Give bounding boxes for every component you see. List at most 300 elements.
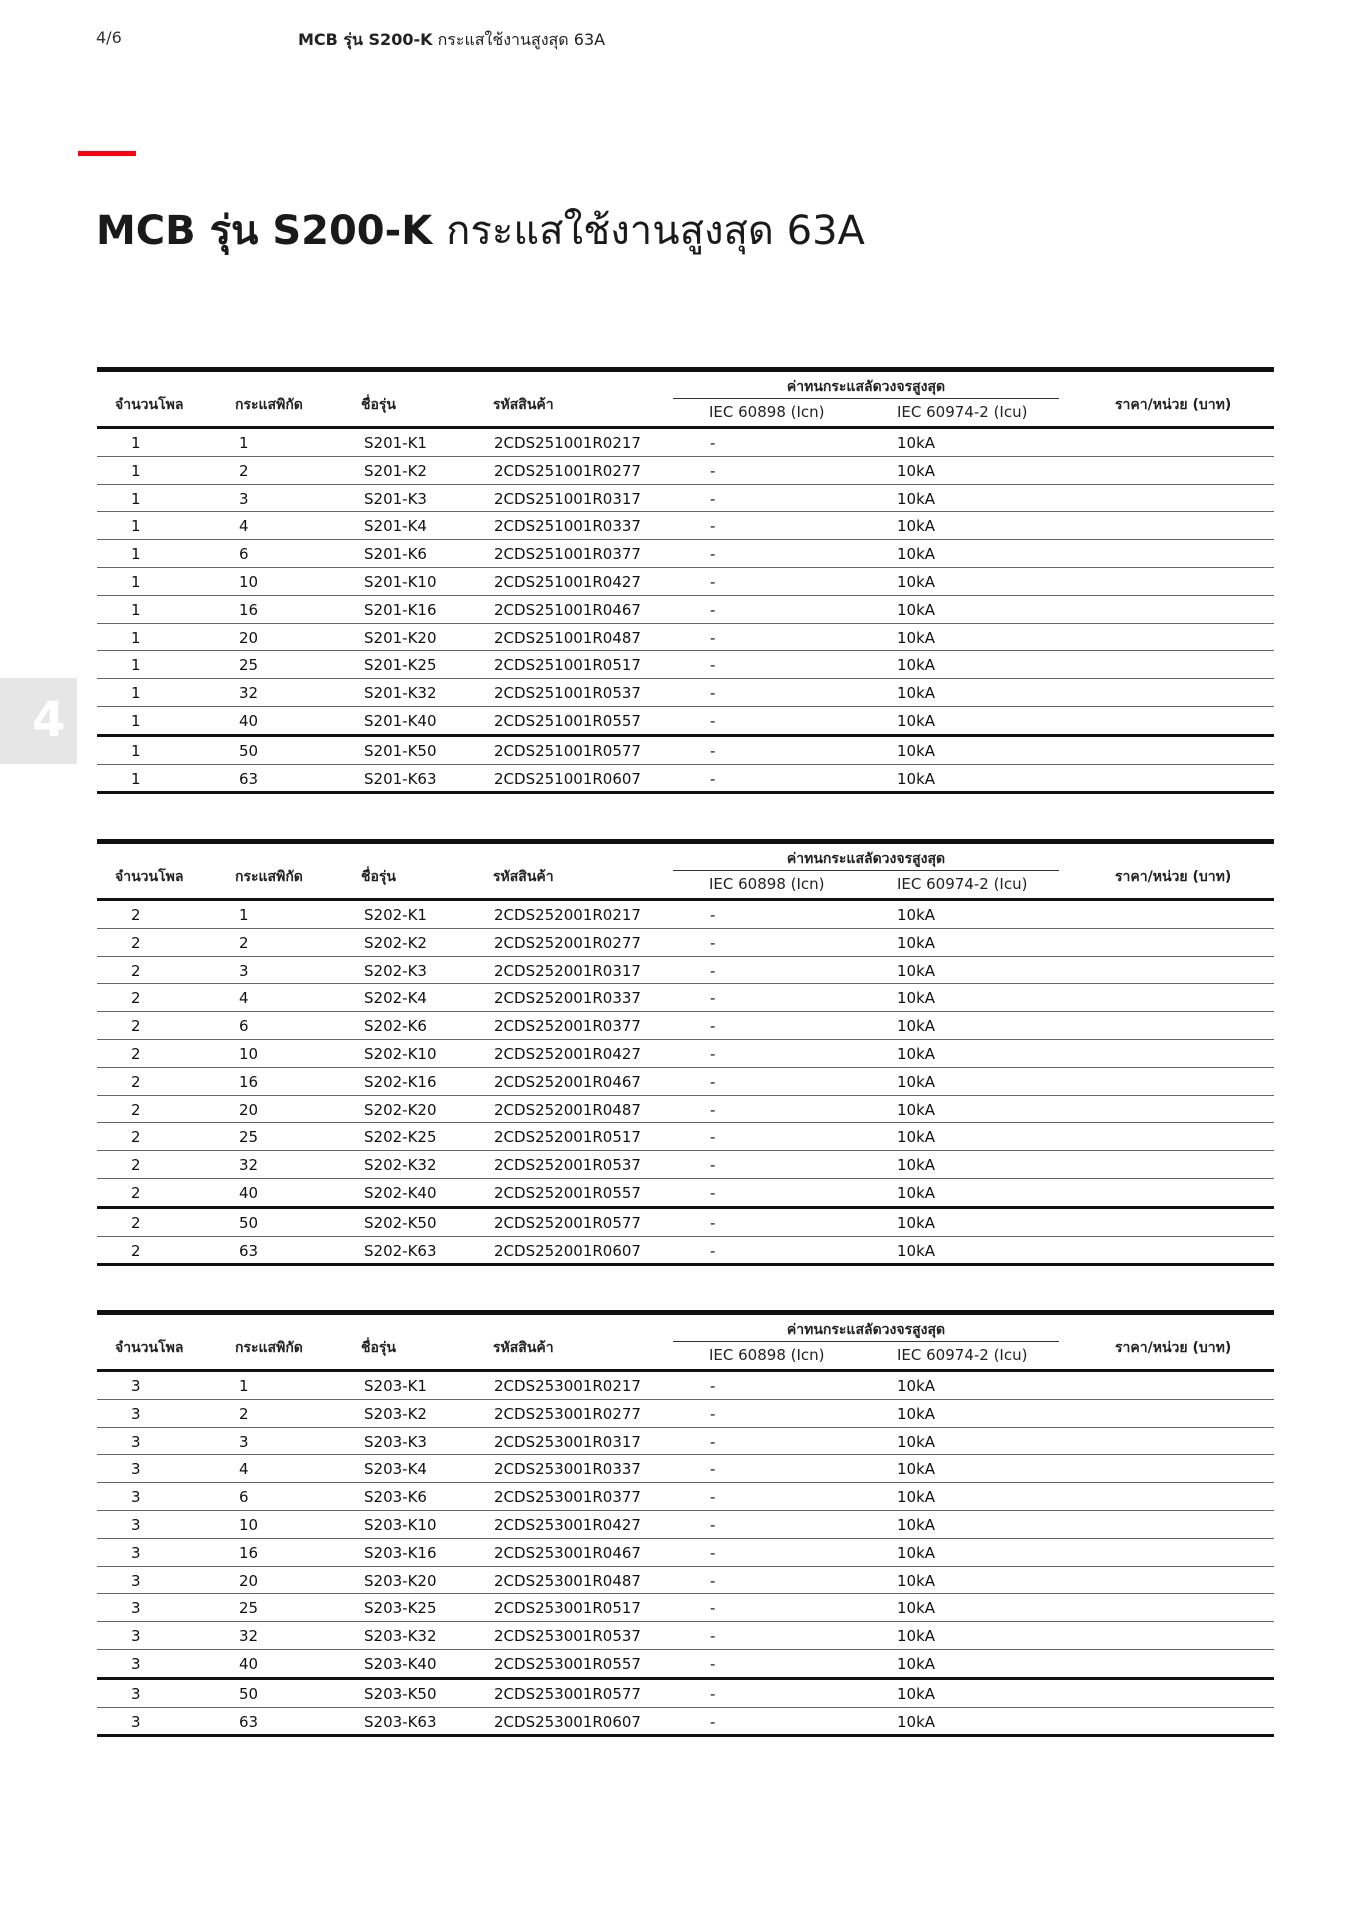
cell-poles: 3 [131, 1712, 141, 1731]
cell-model: S203-K2 [364, 1404, 427, 1423]
col-header-price: ราคา/หน่วย (บาท) [1115, 1340, 1232, 1356]
col-header-breaking-group: ค่าทนกระแสลัดวงจรสูงสุด [786, 1322, 946, 1338]
cell-model: S202-K6 [364, 1017, 427, 1036]
cell-poles: 1 [131, 684, 141, 703]
cell-icn: - [710, 1128, 716, 1147]
table-row [97, 984, 1274, 1012]
col-header-price: ราคา/หน่วย (บาท) [1115, 397, 1232, 413]
cell-rating: 1 [239, 1377, 249, 1395]
cell-rating: 40 [239, 1654, 259, 1673]
cell-code: 2CDS251001R0537 [494, 684, 641, 703]
cell-rating: 6 [239, 1017, 249, 1036]
cell-icn: - [710, 1515, 716, 1534]
cell-rating: 25 [239, 1599, 259, 1618]
cell-model: S203-K40 [364, 1654, 437, 1673]
col-header-icu: IEC 60974-2 (Icu) [897, 403, 1028, 421]
cell-icn: - [710, 741, 716, 760]
cell-rating: 50 [239, 741, 259, 760]
cell-icn: - [710, 545, 716, 564]
page-title [96, 198, 865, 262]
cell-rating: 3 [239, 1432, 249, 1451]
cell-icn: - [710, 906, 716, 924]
cell-poles: 1 [131, 572, 141, 591]
cell-icn: - [710, 1432, 716, 1451]
table-row [97, 429, 1274, 457]
cell-rating: 32 [239, 684, 259, 703]
table-row [97, 1237, 1274, 1267]
table-row [97, 1096, 1274, 1124]
cell-icu: 10kA [897, 1627, 936, 1646]
cell-code: 2CDS252001R0577 [494, 1213, 641, 1232]
cell-code: 2CDS251001R0427 [494, 572, 641, 591]
cell-model: S201-K10 [364, 572, 437, 591]
cell-poles: 3 [131, 1432, 141, 1451]
cell-model: S203-K32 [364, 1627, 437, 1646]
cell-rating: 2 [239, 1404, 249, 1423]
cell-rating: 40 [239, 711, 259, 730]
table-row [97, 1400, 1274, 1428]
cell-model: S201-K16 [364, 600, 437, 619]
cell-code: 2CDS251001R0577 [494, 741, 641, 760]
cell-rating: 10 [239, 1044, 259, 1063]
cell-icn: - [710, 1460, 716, 1479]
cell-poles: 2 [131, 1128, 141, 1147]
table-row [97, 1680, 1274, 1708]
table-row [97, 1622, 1274, 1650]
cell-model: S202-K50 [364, 1213, 437, 1232]
table-row [97, 1650, 1274, 1680]
cell-icu: 10kA [897, 1128, 936, 1147]
cell-icu: 10kA [897, 1488, 936, 1507]
cell-model: S202-K40 [364, 1183, 437, 1202]
cell-rating: 1 [239, 906, 249, 924]
col-header-price: ราคา/หน่วย (บาท) [1115, 869, 1232, 885]
cell-rating: 63 [239, 769, 259, 788]
cell-poles: 3 [131, 1488, 141, 1507]
cell-rating: 50 [239, 1213, 259, 1232]
cell-rating: 16 [239, 1072, 259, 1091]
table-row [97, 1708, 1274, 1738]
cell-icu: 10kA [897, 1404, 936, 1423]
page-number: 4/6 [96, 28, 122, 47]
cell-poles: 1 [131, 489, 141, 508]
cell-icu: 10kA [897, 545, 936, 564]
cell-model: S203-K4 [364, 1460, 427, 1479]
cell-icn: - [710, 517, 716, 536]
cell-rating: 20 [239, 1571, 259, 1590]
col-header-icn: IEC 60898 (Icn) [709, 403, 825, 421]
cell-icu: 10kA [897, 572, 936, 591]
cell-code: 2CDS253001R0217 [494, 1377, 641, 1395]
cell-model: S201-K6 [364, 545, 427, 564]
accent-bar [78, 151, 136, 156]
cell-poles: 2 [131, 1017, 141, 1036]
cell-rating: 40 [239, 1183, 259, 1202]
col-header-rating: กระแสพิกัด [235, 869, 303, 885]
cell-icn: - [710, 489, 716, 508]
group-underline [673, 870, 1059, 871]
cell-code: 2CDS253001R0557 [494, 1654, 641, 1673]
cell-poles: 3 [131, 1627, 141, 1646]
table-header [97, 372, 1274, 429]
cell-model: S203-K16 [364, 1543, 437, 1562]
cell-poles: 2 [131, 1183, 141, 1202]
col-header-model: ชื่อรุ่น [361, 1340, 396, 1356]
cell-icu: 10kA [897, 1100, 936, 1119]
cell-icn: - [710, 1627, 716, 1646]
cell-model: S202-K32 [364, 1156, 437, 1175]
cell-code: 2CDS253001R0487 [494, 1571, 641, 1590]
cell-rating: 63 [239, 1712, 259, 1731]
cell-icu: 10kA [897, 961, 936, 980]
cell-poles: 1 [131, 434, 141, 452]
table-header [97, 844, 1274, 901]
cell-model: S201-K4 [364, 517, 427, 536]
table-row [97, 1179, 1274, 1209]
col-header-icu: IEC 60974-2 (Icu) [897, 875, 1028, 893]
col-header-code: รหัสสินค้า [493, 869, 554, 885]
table-row [97, 485, 1274, 513]
cell-code: 2CDS252001R0277 [494, 933, 641, 952]
cell-code: 2CDS251001R0377 [494, 545, 641, 564]
cell-model: S202-K3 [364, 961, 427, 980]
cell-icn: - [710, 961, 716, 980]
cell-icn: - [710, 572, 716, 591]
cell-code: 2CDS251001R0277 [494, 461, 641, 480]
cell-model: S201-K50 [364, 741, 437, 760]
cell-code: 2CDS252001R0517 [494, 1128, 641, 1147]
cell-rating: 16 [239, 1543, 259, 1562]
cell-model: S202-K2 [364, 933, 427, 952]
cell-poles: 1 [131, 769, 141, 788]
cell-icu: 10kA [897, 684, 936, 703]
cell-poles: 1 [131, 461, 141, 480]
cell-icu: 10kA [897, 656, 936, 675]
cell-icn: - [710, 1213, 716, 1232]
cell-code: 2CDS252001R0377 [494, 1017, 641, 1036]
table-row [97, 1594, 1274, 1622]
cell-rating: 16 [239, 600, 259, 619]
cell-rating: 63 [239, 1241, 259, 1260]
cell-poles: 1 [131, 656, 141, 675]
table-row [97, 1068, 1274, 1096]
cell-poles: 2 [131, 1213, 141, 1232]
table-row [97, 1123, 1274, 1151]
cell-rating: 2 [239, 933, 249, 952]
col-header-model: ชื่อรุ่น [361, 397, 396, 413]
cell-poles: 3 [131, 1377, 141, 1395]
cell-icn: - [710, 628, 716, 647]
cell-model: S201-K32 [364, 684, 437, 703]
cell-code: 2CDS251001R0607 [494, 769, 641, 788]
cell-code: 2CDS252001R0487 [494, 1100, 641, 1119]
cell-model: S201-K1 [364, 434, 427, 452]
cell-poles: 3 [131, 1460, 141, 1479]
cell-poles: 1 [131, 545, 141, 564]
cell-icn: - [710, 434, 716, 452]
cell-model: S202-K25 [364, 1128, 437, 1147]
cell-icu: 10kA [897, 1571, 936, 1590]
running-header-bold: MCB รุ่น S200-K [298, 30, 433, 49]
cell-rating: 3 [239, 489, 249, 508]
cell-code: 2CDS253001R0337 [494, 1460, 641, 1479]
cell-code: 2CDS252001R0317 [494, 961, 641, 980]
table-row [97, 737, 1274, 765]
cell-icn: - [710, 769, 716, 788]
cell-code: 2CDS253001R0577 [494, 1684, 641, 1703]
cell-icu: 10kA [897, 628, 936, 647]
cell-icu: 10kA [897, 989, 936, 1008]
table-row [97, 1209, 1274, 1237]
table-row [97, 1040, 1274, 1068]
cell-code: 2CDS253001R0317 [494, 1432, 641, 1451]
cell-icn: - [710, 1100, 716, 1119]
cell-icn: - [710, 711, 716, 730]
cell-rating: 1 [239, 434, 249, 452]
cell-code: 2CDS252001R0557 [494, 1183, 641, 1202]
cell-icn: - [710, 1571, 716, 1590]
cell-icu: 10kA [897, 1213, 936, 1232]
col-header-breaking-group: ค่าทนกระแสลัดวงจรสูงสุด [786, 851, 946, 867]
cell-icn: - [710, 1044, 716, 1063]
cell-icn: - [710, 933, 716, 952]
cell-poles: 2 [131, 1156, 141, 1175]
table-row [97, 901, 1274, 929]
col-header-rating: กระแสพิกัด [235, 1340, 303, 1356]
cell-code: 2CDS253001R0517 [494, 1599, 641, 1618]
cell-icn: - [710, 1241, 716, 1260]
col-header-poles: จำนวนโพล [115, 397, 184, 413]
cell-poles: 2 [131, 961, 141, 980]
product-table-1pole [97, 367, 1274, 794]
cell-icu: 10kA [897, 1599, 936, 1618]
cell-model: S203-K20 [364, 1571, 437, 1590]
table-header [97, 1315, 1274, 1372]
table-row [97, 1151, 1274, 1179]
cell-icu: 10kA [897, 1684, 936, 1703]
cell-poles: 1 [131, 600, 141, 619]
cell-icn: - [710, 461, 716, 480]
cell-code: 2CDS251001R0217 [494, 434, 641, 452]
cell-icu: 10kA [897, 1156, 936, 1175]
page-title-bold: MCB รุ่น S200-K [96, 208, 433, 254]
table-row [97, 1428, 1274, 1456]
running-header-rest: กระแสใช้งานสูงสุด 63A [437, 30, 606, 49]
cell-code: 2CDS253001R0467 [494, 1543, 641, 1562]
cell-code: 2CDS251001R0337 [494, 517, 641, 536]
table-row [97, 457, 1274, 485]
cell-rating: 20 [239, 628, 259, 647]
cell-icu: 10kA [897, 1654, 936, 1673]
cell-icu: 10kA [897, 1183, 936, 1202]
cell-icn: - [710, 1377, 716, 1395]
col-header-icn: IEC 60898 (Icn) [709, 875, 825, 893]
col-header-poles: จำนวนโพล [115, 869, 184, 885]
table-row [97, 512, 1274, 540]
cell-icu: 10kA [897, 1712, 936, 1731]
cell-icu: 10kA [897, 489, 936, 508]
cell-code: 2CDS253001R0537 [494, 1627, 641, 1646]
cell-code: 2CDS251001R0517 [494, 656, 641, 675]
table-row [97, 707, 1274, 737]
table-row [97, 1567, 1274, 1595]
running-header [298, 28, 605, 53]
cell-rating: 10 [239, 572, 259, 591]
cell-poles: 3 [131, 1571, 141, 1590]
cell-icu: 10kA [897, 1044, 936, 1063]
page-title-rest: กระแสใช้งานสูงสุด 63A [446, 208, 865, 254]
table-row [97, 1012, 1274, 1040]
cell-rating: 32 [239, 1156, 259, 1175]
table-row [97, 1539, 1274, 1567]
cell-rating: 25 [239, 656, 259, 675]
cell-icu: 10kA [897, 434, 936, 452]
cell-model: S203-K1 [364, 1377, 427, 1395]
cell-poles: 3 [131, 1654, 141, 1673]
cell-model: S202-K1 [364, 906, 427, 924]
cell-model: S201-K20 [364, 628, 437, 647]
cell-icn: - [710, 656, 716, 675]
cell-model: S203-K50 [364, 1684, 437, 1703]
col-header-breaking-group: ค่าทนกระแสลัดวงจรสูงสุด [786, 379, 946, 395]
table-row [97, 651, 1274, 679]
cell-icu: 10kA [897, 1072, 936, 1091]
table-row [97, 929, 1274, 957]
table-row [97, 1511, 1274, 1539]
cell-icu: 10kA [897, 1432, 936, 1451]
cell-poles: 2 [131, 1072, 141, 1091]
cell-code: 2CDS253001R0427 [494, 1515, 641, 1534]
cell-code: 2CDS253001R0377 [494, 1488, 641, 1507]
cell-icu: 10kA [897, 906, 936, 924]
cell-icn: - [710, 1712, 716, 1731]
table-row [97, 624, 1274, 652]
cell-icn: - [710, 1543, 716, 1562]
table-row [97, 1455, 1274, 1483]
cell-code: 2CDS252001R0217 [494, 906, 641, 924]
group-underline [673, 398, 1059, 399]
cell-poles: 1 [131, 628, 141, 647]
cell-poles: 2 [131, 1241, 141, 1260]
cell-poles: 2 [131, 989, 141, 1008]
cell-rating: 2 [239, 461, 249, 480]
cell-icu: 10kA [897, 1377, 936, 1395]
cell-model: S201-K25 [364, 656, 437, 675]
col-header-model: ชื่อรุ่น [361, 869, 396, 885]
cell-code: 2CDS253001R0607 [494, 1712, 641, 1731]
cell-icn: - [710, 1654, 716, 1673]
cell-code: 2CDS251001R0557 [494, 711, 641, 730]
table-row [97, 765, 1274, 795]
cell-rating: 32 [239, 1627, 259, 1646]
cell-rating: 4 [239, 1460, 249, 1479]
cell-icn: - [710, 1156, 716, 1175]
cell-poles: 2 [131, 906, 141, 924]
table-row [97, 679, 1274, 707]
cell-rating: 10 [239, 1515, 259, 1534]
cell-icu: 10kA [897, 933, 936, 952]
cell-icn: - [710, 1684, 716, 1703]
cell-icn: - [710, 1488, 716, 1507]
cell-poles: 3 [131, 1404, 141, 1423]
cell-poles: 3 [131, 1515, 141, 1534]
cell-code: 2CDS252001R0607 [494, 1241, 641, 1260]
table-row [97, 540, 1274, 568]
cell-poles: 2 [131, 933, 141, 952]
cell-icn: - [710, 1017, 716, 1036]
cell-icu: 10kA [897, 769, 936, 788]
cell-code: 2CDS251001R0467 [494, 600, 641, 619]
chapter-tab [0, 678, 77, 764]
col-header-code: รหัสสินค้า [493, 397, 554, 413]
cell-code: 2CDS252001R0337 [494, 989, 641, 1008]
cell-code: 2CDS252001R0467 [494, 1072, 641, 1091]
cell-icn: - [710, 600, 716, 619]
cell-icu: 10kA [897, 600, 936, 619]
cell-code: 2CDS252001R0427 [494, 1044, 641, 1063]
cell-model: S202-K10 [364, 1044, 437, 1063]
col-header-code: รหัสสินค้า [493, 1340, 554, 1356]
cell-model: S203-K63 [364, 1712, 437, 1731]
cell-model: S203-K6 [364, 1488, 427, 1507]
cell-icn: - [710, 1599, 716, 1618]
table-row [97, 568, 1274, 596]
group-underline [673, 1341, 1059, 1342]
col-header-rating: กระแสพิกัด [235, 397, 303, 413]
col-header-poles: จำนวนโพล [115, 1340, 184, 1356]
cell-model: S201-K40 [364, 711, 437, 730]
cell-icu: 10kA [897, 517, 936, 536]
chapter-tab-number: 4 [32, 692, 66, 748]
cell-poles: 3 [131, 1599, 141, 1618]
cell-rating: 6 [239, 1488, 249, 1507]
cell-poles: 1 [131, 741, 141, 760]
cell-code: 2CDS252001R0537 [494, 1156, 641, 1175]
table-row [97, 1372, 1274, 1400]
cell-poles: 1 [131, 517, 141, 536]
cell-rating: 6 [239, 545, 249, 564]
cell-model: S202-K63 [364, 1241, 437, 1260]
cell-model: S201-K3 [364, 489, 427, 508]
cell-poles: 2 [131, 1100, 141, 1119]
cell-icu: 10kA [897, 1515, 936, 1534]
cell-model: S203-K25 [364, 1599, 437, 1618]
cell-icn: - [710, 1183, 716, 1202]
cell-code: 2CDS253001R0277 [494, 1404, 641, 1423]
cell-poles: 2 [131, 1044, 141, 1063]
cell-icn: - [710, 1404, 716, 1423]
cell-model: S203-K10 [364, 1515, 437, 1534]
product-table-2pole [97, 839, 1274, 1266]
cell-rating: 50 [239, 1684, 259, 1703]
cell-icu: 10kA [897, 1017, 936, 1036]
cell-icu: 10kA [897, 711, 936, 730]
col-header-icu: IEC 60974-2 (Icu) [897, 1346, 1028, 1364]
cell-icu: 10kA [897, 1241, 936, 1260]
cell-rating: 3 [239, 961, 249, 980]
cell-model: S202-K4 [364, 989, 427, 1008]
cell-rating: 25 [239, 1128, 259, 1147]
cell-icu: 10kA [897, 741, 936, 760]
cell-model: S202-K16 [364, 1072, 437, 1091]
cell-icu: 10kA [897, 461, 936, 480]
cell-poles: 3 [131, 1684, 141, 1703]
cell-poles: 1 [131, 711, 141, 730]
cell-rating: 4 [239, 517, 249, 536]
cell-icu: 10kA [897, 1460, 936, 1479]
cell-icu: 10kA [897, 1543, 936, 1562]
cell-rating: 4 [239, 989, 249, 1008]
